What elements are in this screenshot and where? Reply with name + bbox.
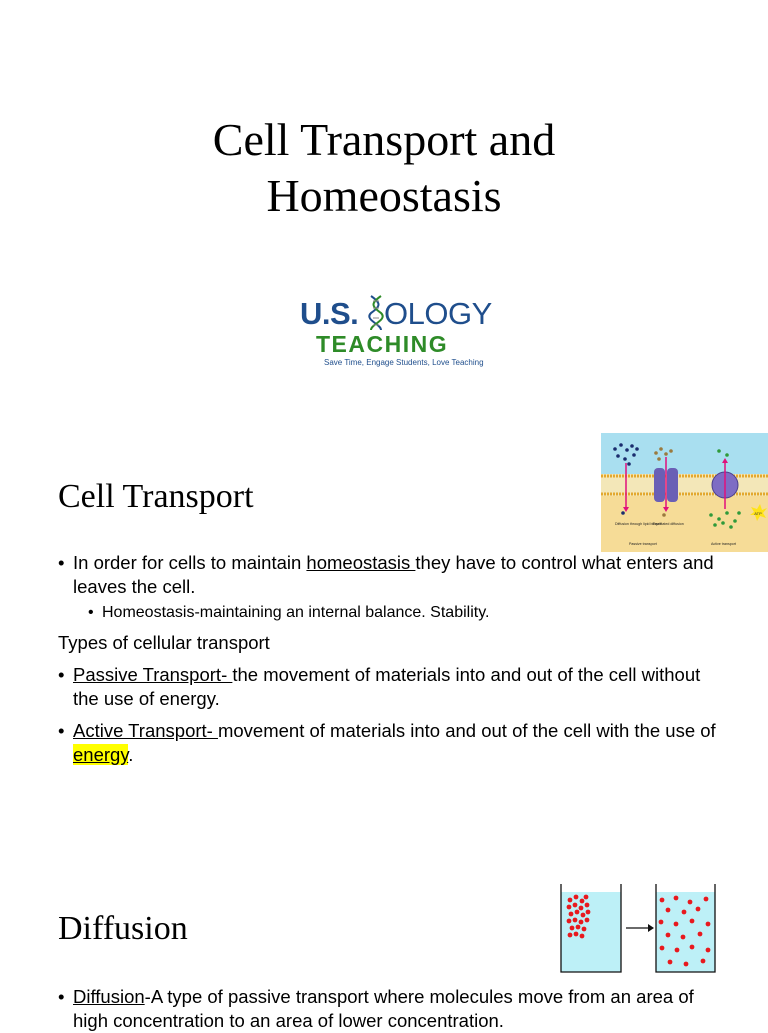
dna-helix-icon: [368, 294, 384, 332]
figure-label-active: Active transport: [711, 542, 736, 546]
bullet-text: .: [128, 744, 134, 765]
underlined-term: Diffusion: [73, 986, 145, 1007]
logo-ology-text: OLOGY: [384, 296, 492, 331]
bullet-text: they have to control what enters and leaves the cell.: [73, 552, 714, 597]
bullet-text: movement of materials into and out of the cell with the use of: [217, 720, 716, 741]
cell-transport-bullets: [58, 551, 718, 767]
bullet-diffusion-definition: [58, 985, 718, 1033]
bullet-passive-transport: [58, 663, 718, 711]
underlined-term: Passive Transport-: [73, 664, 233, 685]
underlined-term: homeostasis: [306, 552, 416, 573]
us-biology-teaching-logo: [298, 292, 492, 372]
sub-bullet-homeostasis-definition: • Homeostasis-maintaining an internal balance. Stability.: [58, 601, 718, 625]
title-line-2: Homeostasis: [266, 170, 502, 221]
types-line: Types of cellular transport: [58, 632, 270, 653]
logo-tagline: Save Time, Engage Students, Love Teaching: [324, 358, 484, 367]
diffusion-beakers-diagram: [558, 882, 720, 976]
bullet-text: In order for cells to maintain: [73, 552, 307, 573]
bullet-active-transport: [58, 719, 718, 767]
diffusion-bullets: [58, 985, 718, 1033]
bullet-homeostasis: [58, 551, 718, 599]
figure-label-facilitated: Facilitated diffusion: [653, 522, 684, 526]
figure-label-passive: Passive transport: [629, 542, 657, 546]
logo-teaching-text: TEACHING: [316, 331, 449, 357]
logo-us-text: U.S.: [300, 296, 359, 331]
heading-diffusion: Diffusion: [58, 910, 188, 947]
highlighted-term: energy: [73, 744, 129, 765]
underlined-term: Active Transport-: [73, 720, 218, 741]
atp-label: ATP: [754, 511, 762, 516]
slide-title: [0, 112, 768, 224]
heading-cell-transport: Cell Transport: [58, 478, 254, 515]
bullet-text: -A type of passive transport where molecules move from an area of high concentration to an area of lower concentration.: [73, 986, 694, 1031]
title-line-1: Cell Transport and: [212, 114, 556, 165]
figure-label-diffusion-lipid: Diffusion through lipid bilayer: [615, 522, 662, 526]
bullet-text: the movement of materials into and out of the cell without the use of energy.: [73, 664, 701, 709]
membrane-transport-diagram: [601, 433, 768, 552]
